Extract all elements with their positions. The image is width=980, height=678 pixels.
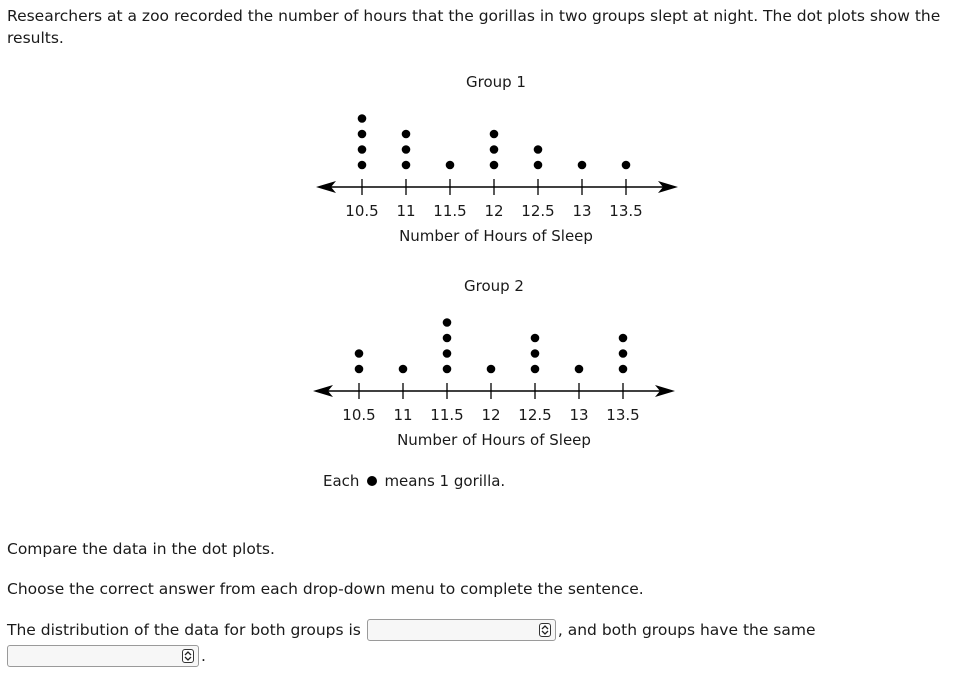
compare-text: Compare the data in the dot plots.	[7, 540, 275, 558]
data-dot	[446, 161, 455, 170]
dropdown-arrows-icon	[539, 623, 551, 637]
tick-label: 10.5	[345, 202, 379, 220]
x-axis-label: Number of Hours of Sleep	[397, 431, 591, 449]
data-dot	[531, 334, 540, 343]
tick-label: 11.5	[430, 406, 464, 424]
tick-label: 12.5	[521, 202, 555, 220]
data-dot	[619, 349, 628, 358]
data-dot	[619, 365, 628, 374]
dot-plot-group-1	[316, 73, 678, 245]
tick-label: 13	[572, 202, 592, 220]
data-dot	[402, 161, 411, 170]
tick-label: 12	[481, 406, 501, 424]
data-dot	[402, 130, 411, 139]
instruction-text: Choose the correct answer from each drop-down menu to complete the sentence.	[7, 580, 644, 598]
tick-label: 13.5	[606, 406, 640, 424]
tick-label: 12.5	[518, 406, 552, 424]
data-dot	[358, 114, 367, 123]
x-axis-label: Number of Hours of Sleep	[399, 227, 593, 245]
tick-label: 11	[396, 202, 416, 220]
data-dot	[490, 145, 499, 154]
data-dot	[358, 130, 367, 139]
data-dot	[490, 130, 499, 139]
plot-title: Group 2	[464, 277, 524, 295]
data-dot	[534, 145, 543, 154]
tick-label: 13.5	[609, 202, 643, 220]
data-dot	[443, 334, 452, 343]
data-dot	[531, 365, 540, 374]
data-dot	[490, 161, 499, 170]
sentence-line-2	[7, 643, 206, 669]
data-dot	[402, 145, 411, 154]
legend-suffix: means 1 gorilla.	[384, 472, 506, 490]
dropdown-arrows-icon	[182, 649, 194, 663]
data-dot	[443, 349, 452, 358]
data-dot	[355, 349, 364, 358]
data-dot	[443, 365, 452, 374]
tick-label: 12	[484, 202, 504, 220]
data-dot	[443, 318, 452, 327]
data-dot	[358, 161, 367, 170]
distribution-dropdown[interactable]	[367, 619, 556, 641]
data-dot	[578, 161, 587, 170]
legend	[323, 471, 505, 491]
tick-label: 10.5	[342, 406, 376, 424]
tick-label: 11	[393, 406, 413, 424]
data-dot	[622, 161, 631, 170]
plot-title: Group 1	[466, 73, 526, 91]
legend-dot-icon	[367, 476, 377, 486]
data-dot	[399, 365, 408, 374]
data-dot	[358, 145, 367, 154]
sentence-end: .	[201, 647, 206, 665]
sentence-line-1	[7, 618, 816, 642]
data-dot	[534, 161, 543, 170]
tick-label: 11.5	[433, 202, 467, 220]
sentence-part-2: , and both groups have the same	[557, 621, 816, 639]
data-dot	[531, 349, 540, 358]
data-dot	[487, 365, 496, 374]
data-dot	[575, 365, 584, 374]
tick-label: 13	[569, 406, 589, 424]
sentence-part-1: The distribution of the data for both groups is	[7, 621, 361, 639]
data-dot	[619, 334, 628, 343]
data-dot	[355, 365, 364, 374]
dot-plot-group-2	[313, 277, 675, 449]
legend-prefix: Each	[323, 472, 360, 490]
measure-dropdown[interactable]	[7, 645, 199, 667]
question-intro: Researchers at a zoo recorded the number of hours that the gorillas in two groups slept at night. The dot plots show the results.	[7, 7, 941, 47]
